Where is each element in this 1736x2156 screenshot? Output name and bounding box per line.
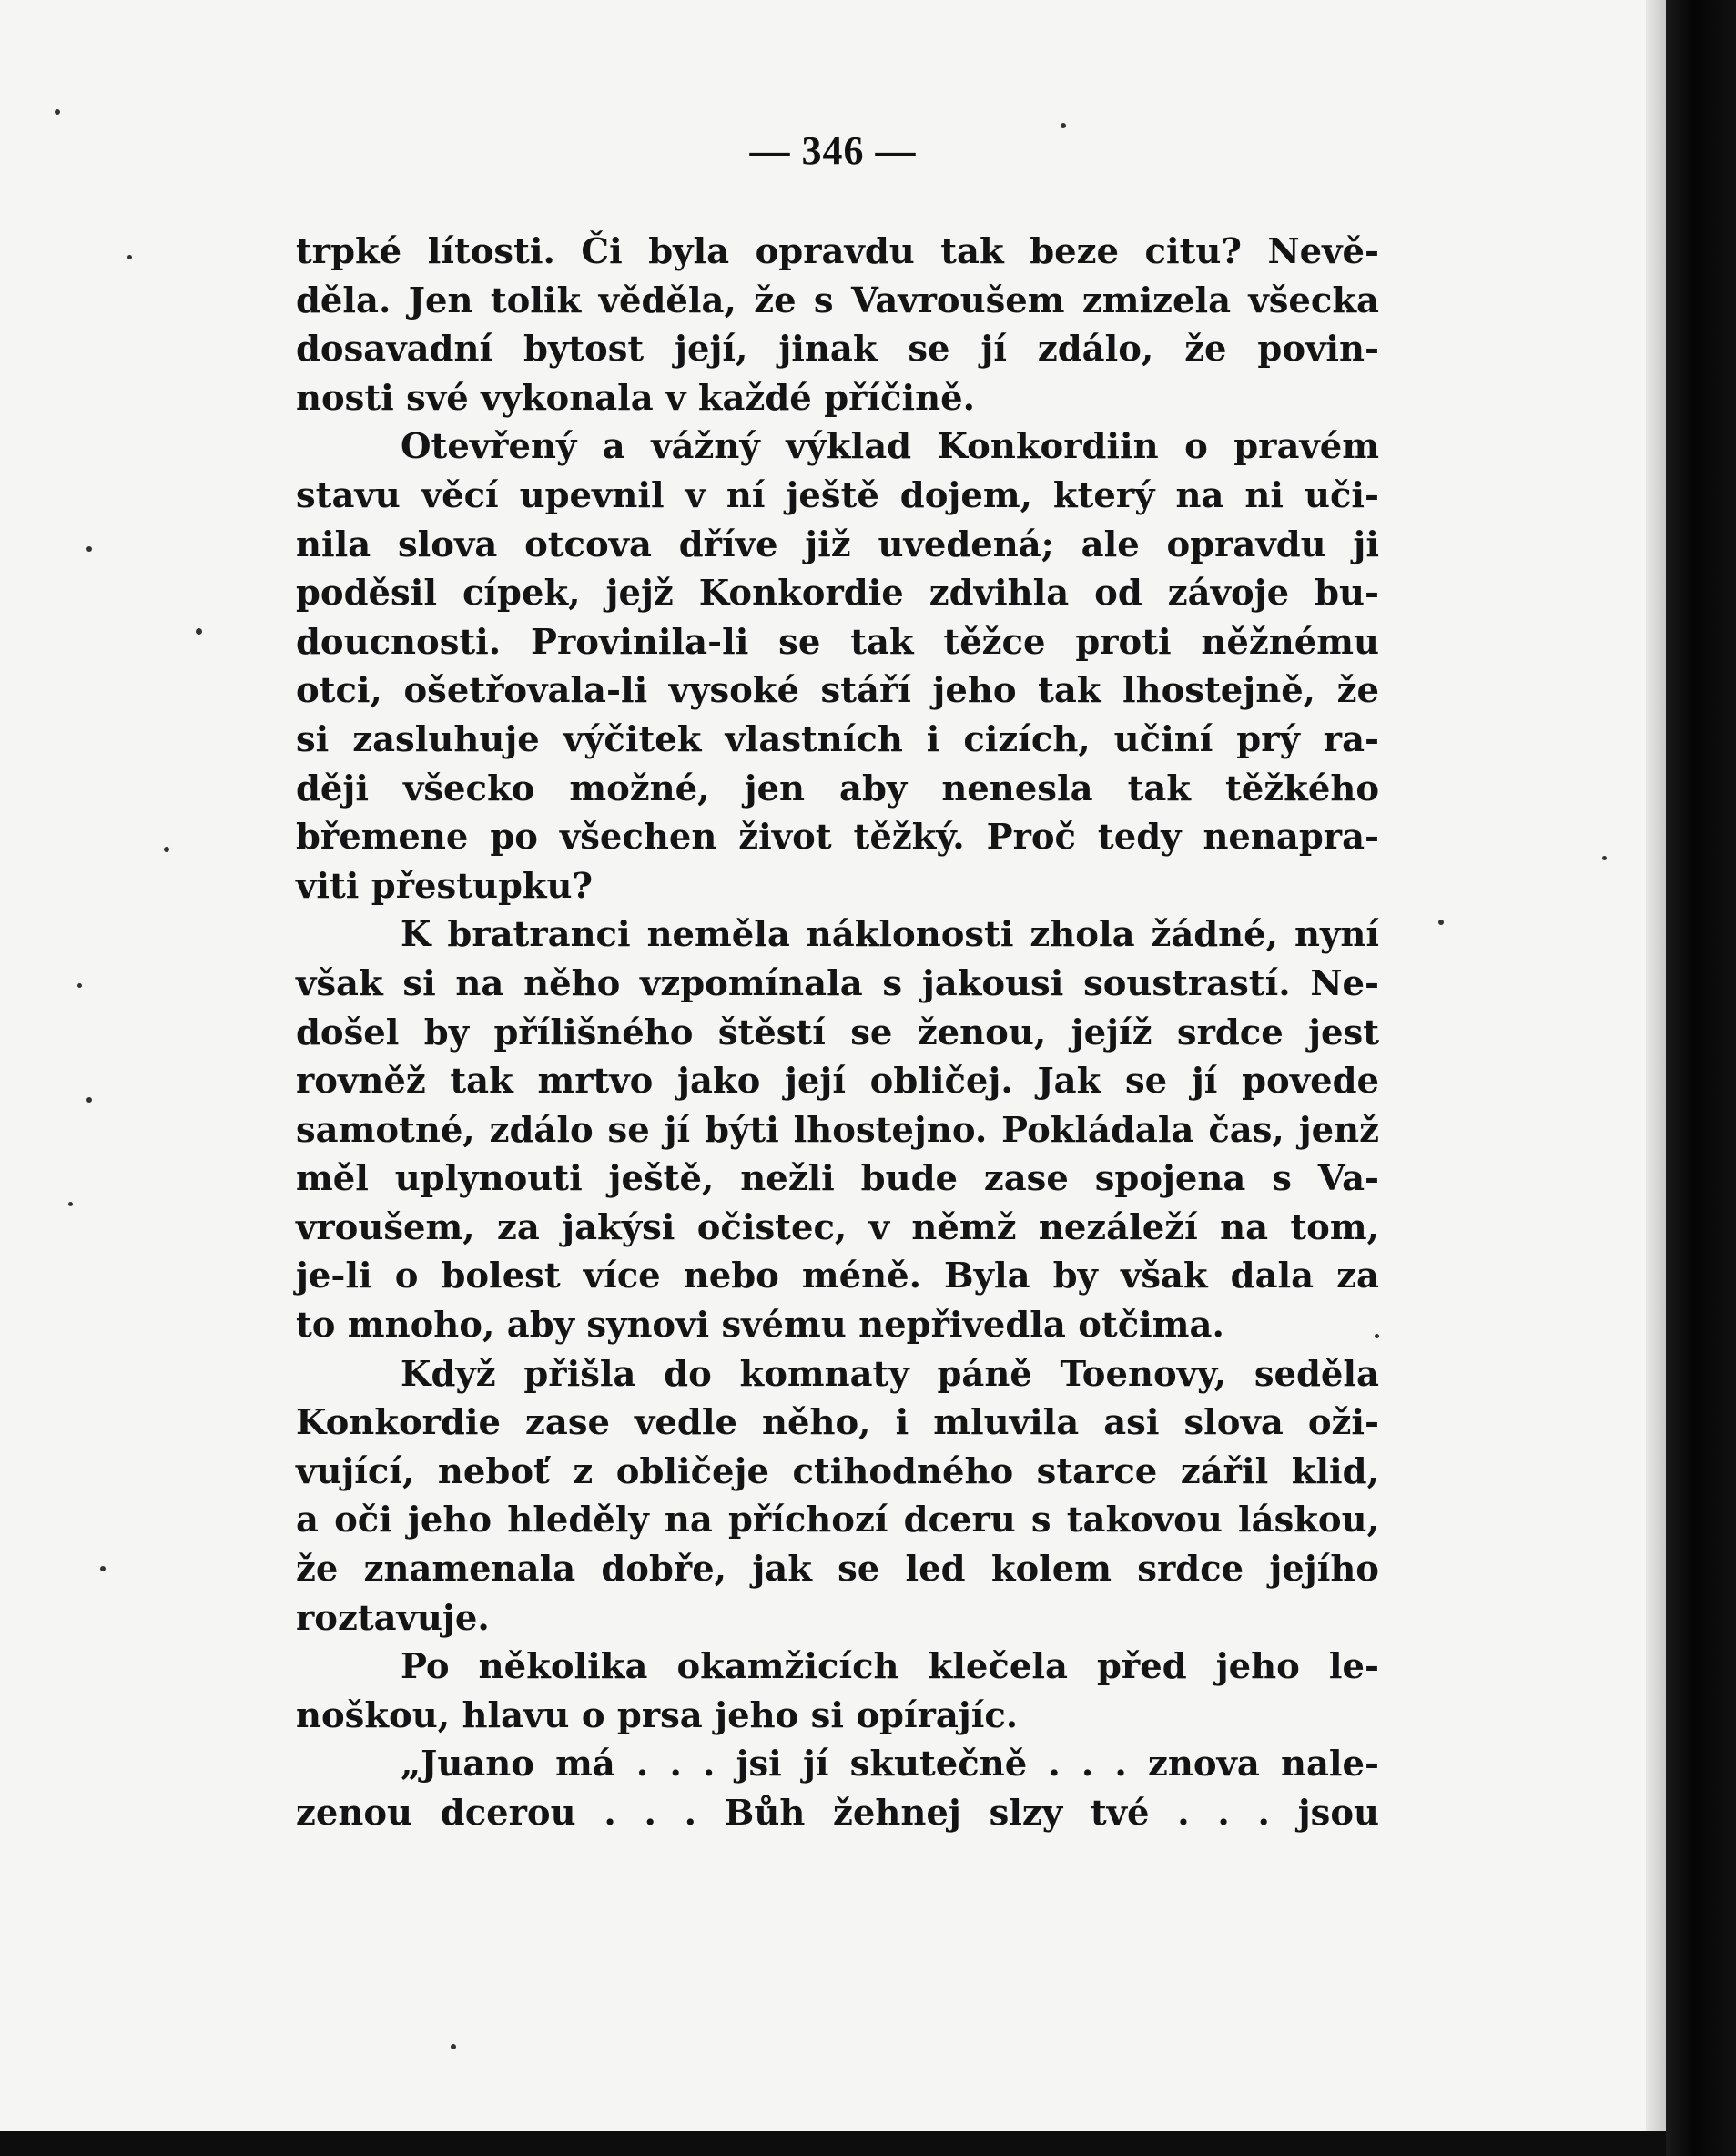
text-line: samotné, zdálo se jí býti lhostejno. Pokládala čas, jenž [296,1109,1379,1151]
text-line: že znamenala dobře, jak se led kolem srdce jejího [296,1549,1379,1591]
scan-speck [127,255,132,259]
body-text [296,228,1379,1838]
text-line: děla. Jen tolik věděla, že s Vavroušem zmizela všecka [296,280,1379,321]
scan-speck [451,2044,456,2049]
scan-speck [196,628,202,635]
scan-speck [1375,1334,1379,1338]
scan-speck [77,983,82,988]
text-line: je-li o bolest více nebo méně. Byla by však dala za [296,1256,1379,1297]
scan-speck [1061,123,1066,128]
text-line: si zasluhuje výčitek vlastních i cizích, učiní prý ra- [296,718,1379,760]
text-line: trpké lítosti. Či byla opravdu tak beze citu? Nevě- [296,231,1379,272]
text-line: a oči jeho hleděly na příchozí dceru s takovou láskou, [296,1500,1379,1541]
text-line: viti přestupku? [296,865,594,907]
scan-border [0,2131,1666,2156]
text-line: doucnosti. Provinila-li se tak těžce proti něžnému [296,621,1379,663]
text-line: nosti své vykonala v každé příčině. [296,377,975,419]
text-line: „Juano má . . . jsi jí skutečně . . . znova nale- [401,1744,1379,1785]
text-line: K bratranci neměla náklonosti zhola žádné, nyní [401,914,1379,956]
page-edge [1646,0,1666,2131]
text-line: Po několika okamžicích klečela před jeho le- [401,1646,1379,1688]
book-spine [1666,0,1736,2156]
text-line: však si na něho vzpomínala s jakousi soustrastí. Ne- [296,962,1379,1004]
scan-speck [100,1566,106,1571]
text-line: ději všecko možné, jen aby nenesla tak těžkého [296,768,1379,809]
text-line: rovněž tak mrtvo jako její obličej. Jak se jí povede [296,1061,1379,1103]
text-line: vroušem, za jakýsi očistec, v němž nezáleží na tom, [296,1206,1379,1248]
scan-speck [1438,920,1444,925]
text-line: nila slova otcova dříve již uvedená; ale opravdu ji [296,524,1379,565]
text-line: otci, ošetřovala-li vysoké stáří jeho tak lhostejně, že [296,670,1379,712]
scan-speck [55,109,60,115]
text-line: roztavuje. [296,1597,490,1639]
text-line: stavu věcí upevnil v ní ještě dojem, který na ni uči- [296,474,1379,516]
text-line: zenou dcerou . . . Bůh žehnej slzy tvé . . . jsou [296,1793,1379,1834]
text-line: břemene po všechen život těžký. Proč tedy nenapra- [296,817,1379,859]
text-line: vující, neboť z obličeje ctihodného starce zářil klid, [296,1450,1379,1492]
text-line: noškou, hlavu o prsa jeho si opírajíc. [296,1694,1019,1736]
text-line: Když přišla do komnaty páně Toenovy, seděla [401,1353,1379,1395]
text-line: Otevřený a vážný výklad Konkordiin o pravém [401,426,1379,468]
scan-speck [1602,856,1607,860]
scan-speck [164,847,169,852]
text-line: měl uplynouti ještě, nežli bude zase spojena s Va- [296,1158,1379,1200]
text-line: dosavadní bytost její, jinak se jí zdálo, že povin- [296,329,1379,371]
text-line: to mnoho, aby synovi svému nepřivedla otčima. [296,1305,1224,1347]
text-line: poděsil cípek, jejž Konkordie zdvihla od závoje bu- [296,573,1379,615]
text-line: Konkordie zase vedle něho, i mluvila asi slova oži- [296,1402,1379,1444]
text-line: došel by přílišného štěstí se ženou, jejíž srdce jest [296,1012,1379,1053]
page-number: — 346 — [749,128,917,173]
scan-speck [68,1202,73,1206]
scan-speck [86,1097,92,1103]
scan-speck [86,546,92,552]
